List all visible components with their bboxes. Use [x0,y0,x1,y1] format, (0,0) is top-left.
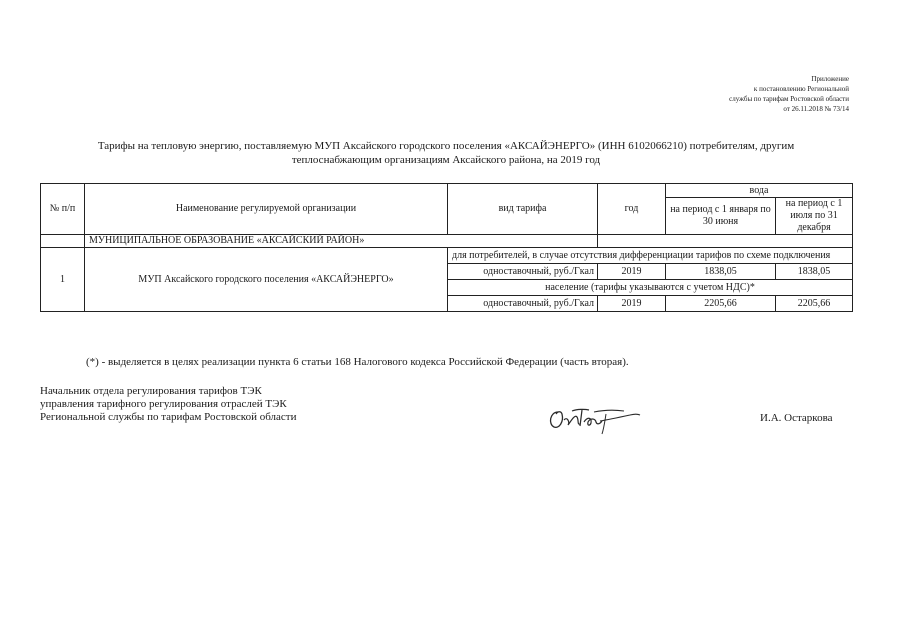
value-cell: 1838,05 [776,264,853,280]
value-cell: 2205,66 [776,296,853,312]
empty-cell [41,235,85,248]
row-number: 1 [41,248,85,312]
signature-block [40,385,297,424]
header-year: год [598,184,666,235]
table-row [41,235,853,248]
position-line-1: Начальник отдела регулирования тарифов ТЭК [40,385,262,397]
table-header-row [41,184,853,198]
appendix-line-3: службы по тарифам Ростовской области [729,95,849,103]
header-tariff-type: вид тарифа [448,184,598,235]
group-label-consumers: для потребителей, в случае отсутствия дифференциации тарифов по схеме подключения [448,248,853,264]
tariff-type-cell: одноставочный, руб./Гкал [448,296,598,312]
header-water: вода [666,184,853,198]
appendix-header [729,74,849,114]
header-org: Наименование регулируемой организации [85,184,448,235]
header-period-1: на период с 1 января по 30 июня [666,198,776,235]
tariff-type-cell: одноставочный, руб./Гкал [448,264,598,280]
value-cell: 2205,66 [666,296,776,312]
tariff-table [40,183,853,312]
appendix-line-4: от 26.11.2018 № 73/14 [783,105,849,113]
year-cell: 2019 [598,296,666,312]
signer-name: И.А. Остаркова [760,412,833,424]
group-label-population: население (тарифы указываются с учетом НДС)* [448,280,853,296]
position-line-2: управления тарифного регулирования отраслей ТЭК [40,398,287,410]
table-row [41,248,853,264]
appendix-line-2: к постановлению Региональной [753,85,849,93]
empty-cell [598,235,853,248]
position-line-3: Региональной службы по тарифам Ростовской области [40,411,297,423]
header-num: № п/п [41,184,85,235]
value-cell: 1838,05 [666,264,776,280]
footnote: (*) - выделяется в целях реализации пункта 6 статьи 168 Налогового кодекса Российской Федерации (часть вторая). [86,356,629,368]
title-line-1: Тарифы на тепловую энергию, поставляемую МУП Аксайского городского поселения «АКСАЙЭНЕРГО» (ИНН 6102066210) потребителям, другим [97,140,795,152]
header-period-2: на период с 1 июля по 31 декабря [776,198,853,235]
organization-name: МУП Аксайского городского поселения «АКСАЙЭНЕРГО» [85,248,448,312]
year-cell: 2019 [598,264,666,280]
municipality-label: МУНИЦИПАЛЬНОЕ ОБРАЗОВАНИЕ «АКСАЙСКИЙ РАЙОН» [85,235,598,248]
document-title [40,139,852,167]
title-line-2: теплоснабжающим организациям Аксайского района, на 2019 год [291,154,601,166]
handwritten-signature [544,402,644,438]
appendix-line-1: Приложение [811,75,849,83]
